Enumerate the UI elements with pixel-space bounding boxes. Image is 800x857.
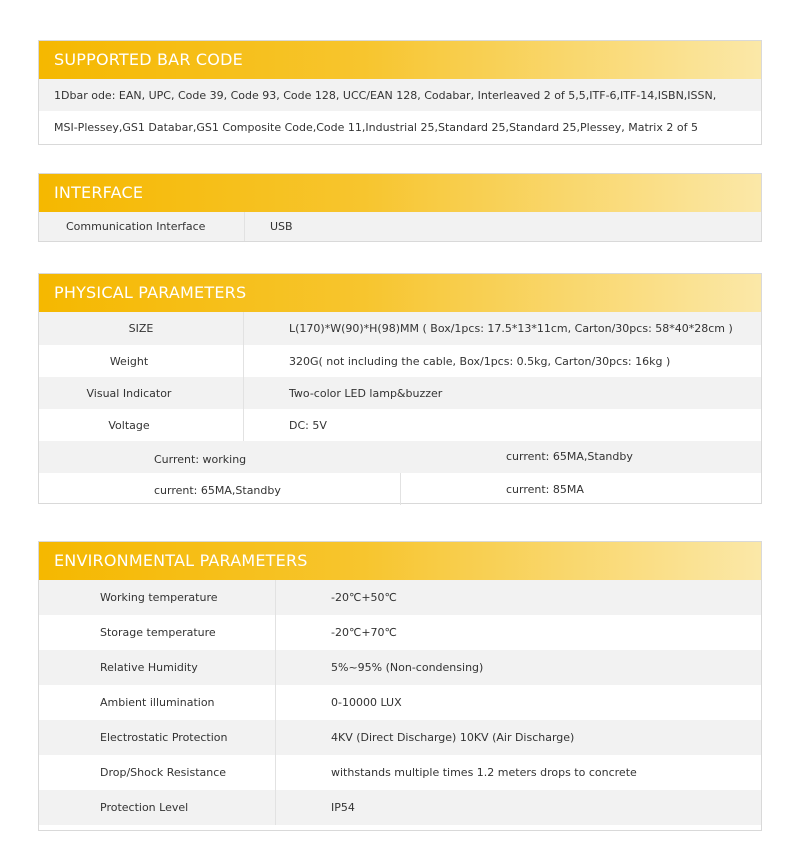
weight-value: 320G( not including the cable, Box/1pcs: 0.5kg, Carton/30pcs: 16kg )	[289, 354, 671, 368]
electrostatic-protection-label: Electrostatic Protection	[100, 731, 228, 744]
environmental-parameters-section	[38, 541, 762, 831]
supported-barcode-title: SUPPORTED BAR CODE	[39, 41, 761, 79]
ambient-illumination-label: Ambient illumination	[100, 696, 215, 709]
protection-level-label: Protection Level	[100, 801, 189, 814]
interface-title: INTERFACE	[39, 174, 761, 212]
physical-parameters-title: PHYSICAL PARAMETERS	[39, 274, 761, 312]
relative-humidity-label: Relative Humidity	[100, 661, 198, 674]
relative-humidity-value: 5%~95% (Non-condensing)	[331, 661, 484, 674]
barcode-row-2	[39, 111, 761, 144]
environmental-parameters-title: ENVIRONMENTAL PARAMETERS	[39, 542, 761, 580]
current-85ma-right: current: 85MA	[506, 482, 584, 496]
physical-row-voltage	[39, 409, 761, 441]
current-standby-left: current: 65MA,Standby	[154, 484, 281, 497]
protection-level-value: IP54	[331, 801, 355, 814]
voltage-label: Voltage	[108, 418, 150, 432]
size-label: SIZE	[128, 322, 154, 335]
drop-shock-resistance-value: withstands multiple times 1.2 meters drops to concrete	[331, 766, 637, 779]
visual-indicator-value: Two-color LED lamp&buzzer	[289, 386, 443, 400]
env-row-ambient-illumination	[39, 685, 761, 720]
supported-barcode-section	[38, 40, 762, 145]
interface-section	[38, 173, 762, 242]
storage-temperature-label: Storage temperature	[100, 626, 216, 639]
barcode-list-line-1: 1Dbar ode: EAN, UPC, Code 39, Code 93, Code 128, UCC/EAN 128, Codabar, Interleaved 2 of 5,5,ITF-6,ITF-14,ISBN,ISSN,	[54, 88, 717, 102]
barcode-row-1	[39, 79, 761, 111]
communication-interface-label: Communication Interface	[66, 220, 206, 233]
drop-shock-resistance-label: Drop/Shock Resistance	[100, 766, 227, 779]
physical-row-weight	[39, 345, 761, 377]
env-row-drop-shock-resistance	[39, 755, 761, 790]
physical-row-size	[39, 312, 761, 345]
storage-temperature-value: -20℃+70℃	[331, 626, 397, 639]
weight-label: Weight	[109, 354, 149, 368]
physical-parameters-section	[38, 273, 762, 504]
env-row-protection-level	[39, 790, 761, 825]
env-row-working-temperature	[39, 580, 761, 615]
current-working-left: Current: working	[154, 452, 247, 466]
env-row-electrostatic-protection	[39, 720, 761, 755]
electrostatic-protection-value: 4KV (Direct Discharge) 10KV (Air Discharge)	[331, 731, 575, 744]
env-row-relative-humidity	[39, 650, 761, 685]
current-row-1	[39, 441, 761, 473]
barcode-list-line-2: MSI-Plessey,GS1 Databar,GS1 Composite Code,Code 11,Industrial 25,Standard 25,Standard 25,Plessey, Matrix 2 of 5	[54, 121, 698, 134]
working-temperature-label: Working temperature	[100, 591, 218, 604]
current-standby-right: current: 65MA,Standby	[506, 449, 633, 463]
env-row-storage-temperature	[39, 615, 761, 650]
voltage-value: DC: 5V	[289, 418, 327, 432]
visual-indicator-label: Visual Indicator	[86, 386, 172, 400]
interface-row	[39, 212, 761, 241]
working-temperature-value: -20℃+50℃	[331, 591, 397, 604]
physical-row-visual-indicator	[39, 377, 761, 409]
ambient-illumination-value: 0-10000 LUX	[331, 696, 402, 709]
current-row-2	[39, 473, 761, 505]
communication-interface-value: USB	[270, 220, 293, 233]
size-value: L(170)*W(90)*H(98)MM ( Box/1pcs: 17.5*13*11cm, Carton/30pcs: 58*40*28cm )	[289, 322, 733, 335]
